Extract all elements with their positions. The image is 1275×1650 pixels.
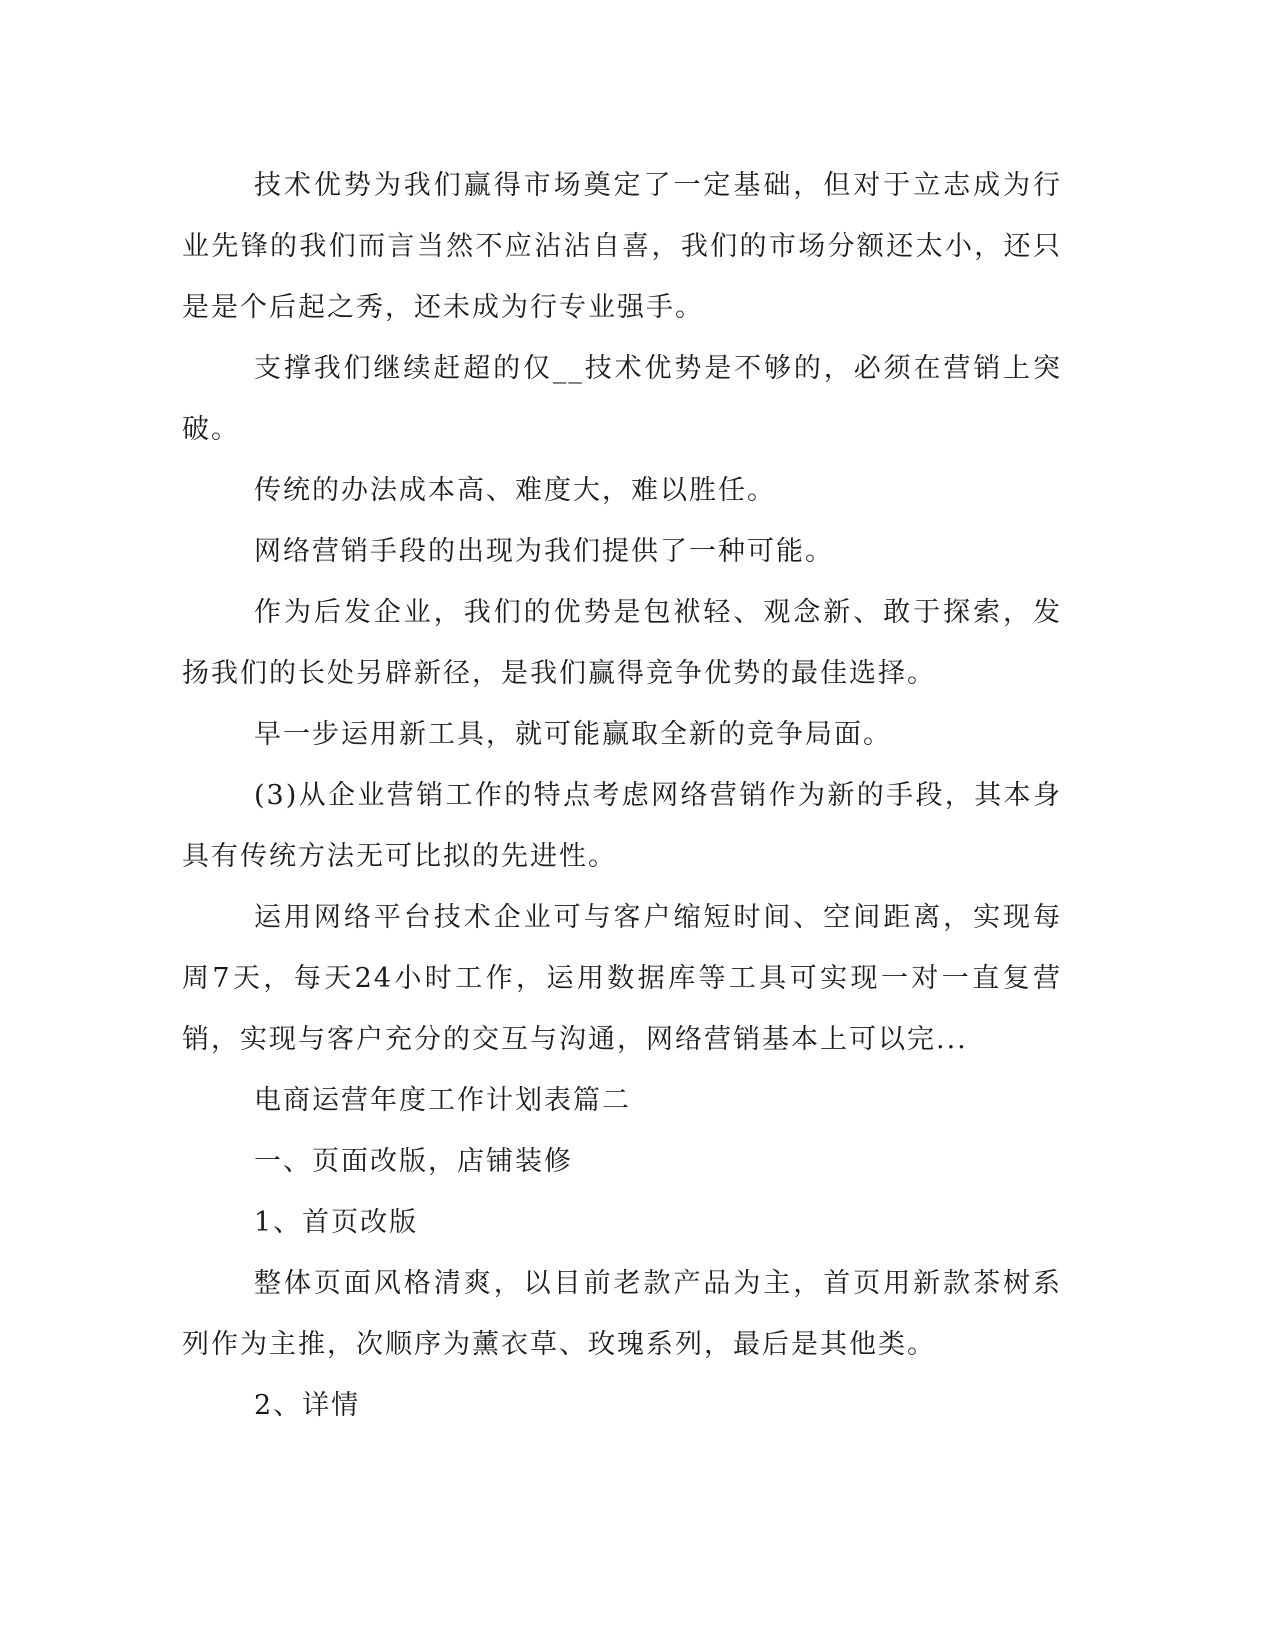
paragraph-page-style: 整体页面风格清爽，以目前老款产品为主，首页用新款茶树系列作为主推，次顺序为薰衣草、玫瑰系列，最后是其他类。	[182, 1268, 1062, 1360]
paragraph-latecomer-advantage: 作为后发企业，我们的优势是包袱轻、观念新、敢于探索，发扬我们的长处另辟新径，是我们赢得竞争优势的最佳选择。	[182, 597, 1062, 689]
subheading-details: 2、详情	[254, 1390, 361, 1421]
section-title-part-two: 电商运营年度工作计划表篇二	[254, 1085, 631, 1116]
section-heading-page-redesign: 一、页面改版，店铺装修	[254, 1146, 573, 1177]
paragraph-tech-advantage: 技术优势为我们赢得市场奠定了一定基础，但对于立志成为行业先锋的我们而言当然不应沾沾自喜，我们的市场分额还太小，还只是是个后起之秀，还未成为行专业强手。	[182, 170, 1062, 323]
paragraph-network-marketing: 网络营销手段的出现为我们提供了一种可能。	[254, 536, 834, 567]
paragraph-traditional-methods: 传统的办法成本高、难度大，难以胜任。	[254, 475, 776, 506]
paragraph-marketing-features: (3)从企业营销工作的特点考虑网络营销作为新的手段，其本身具有传统方法无可比拟的先进性。	[182, 780, 1062, 872]
document-body	[182, 155, 1062, 1436]
paragraph-new-tools: 早一步运用新工具，就可能赢取全新的竞争局面。	[254, 719, 892, 750]
paragraph-network-platform: 运用网络平台技术企业可与客户缩短时间、空间距离，实现每周7天，每天24小时工作，运用数据库等工具可实现一对一直复营销，实现与客户充分的交互与沟通，网络营销基本上可以完...	[182, 902, 1062, 1055]
subheading-homepage-redesign: 1、首页改版	[254, 1207, 419, 1238]
paragraph-breakthrough: 支撑我们继续赶超的仅__技术优势是不够的，必须在营销上突破。	[182, 353, 1062, 445]
